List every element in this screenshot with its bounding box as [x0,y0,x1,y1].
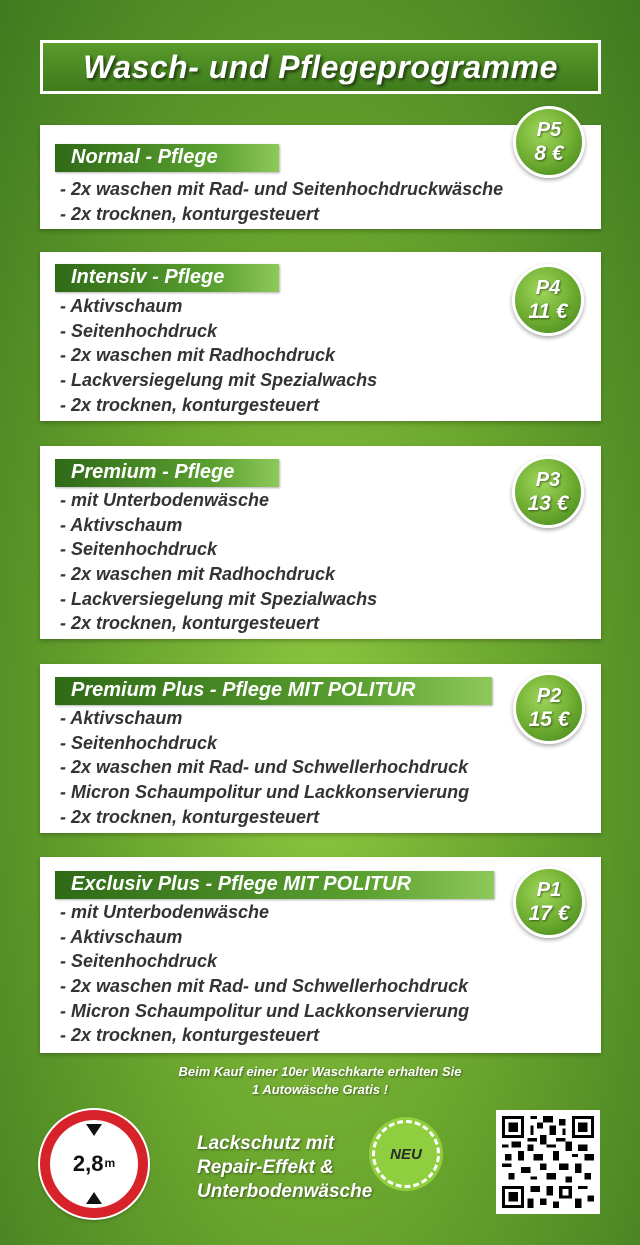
program-name: Intensiv - Pflege [55,264,279,292]
height-limit-unit: m [104,1156,116,1170]
feature-item: - mit Unterbodenwäsche [60,902,270,922]
price-badge-p1 [513,866,585,938]
program-features [60,706,469,829]
arrow-down-icon [86,1124,102,1136]
program-code: P5 [536,119,562,141]
price-badge-p5 [513,106,585,178]
promo-line: Repair-Effekt & [197,1157,334,1178]
feature-item: - Aktivschaum [60,708,183,728]
feature-item: - Seitenhochdruck [60,732,218,753]
notice-line: Beim Kauf einer 10er Waschkarte erhalten Sie [178,1064,462,1079]
program-features [60,488,377,636]
promo-line: Lackschutz mit [197,1133,335,1154]
feature-item: - Aktivschaum [60,926,183,947]
page-title: Wasch- und Pflegeprogramme [83,48,558,85]
price-badge-p4 [512,264,584,336]
program-name: Exclusiv Plus - Pflege MIT POLITUR [55,871,494,899]
program-code: P2 [536,685,562,707]
feature-item: - mit Unterbodenwäsche [60,490,270,510]
program-name: Normal - Pflege [55,144,279,172]
program-price: 13 € [527,492,569,515]
program-code: P3 [535,469,561,491]
qr-code-graphic [502,1116,594,1208]
program-code: P4 [535,277,561,299]
feature-item: - Micron Schaumpolitur und Lackkonservierung [60,1000,470,1021]
height-limit-value: 2,8 [72,1151,104,1176]
page-title-box [40,40,601,94]
program-features [60,294,377,417]
new-badge-label: NEU [390,1145,422,1163]
feature-item: - Lackversiegelung mit Spezialwachs [60,370,378,391]
feature-item: - 2x trocknen, konturgesteuert [60,613,320,634]
program-features [60,177,503,226]
program-price: 15 € [528,708,570,731]
wash-card-notice [100,1063,540,1099]
program-features [60,900,469,1048]
notice-line: 1 Autowäsche Gratis ! [251,1082,389,1097]
feature-item: - 2x waschen mit Rad- und Seitenhochdruckwäsche [60,179,504,199]
program-code: P1 [536,879,562,901]
feature-item: - Lackversiegelung mit Spezialwachs [60,588,378,609]
program-price: 8 € [534,142,564,165]
feature-item: - Seitenhochdruck [60,539,218,560]
height-limit-sign-icon [40,1110,148,1218]
feature-item: - 2x waschen mit Rad- und Schwellerhochdruck [60,757,469,778]
feature-item: - 2x waschen mit Radhochdruck [60,345,336,366]
feature-item: - Seitenhochdruck [60,320,218,341]
feature-item: - 2x trocknen, konturgesteuert [60,1025,320,1046]
promo-line: Unterbodenwäsche [197,1181,373,1202]
price-badge-p2 [513,672,585,744]
feature-item: - Aktivschaum [60,514,183,535]
program-price: 11 € [528,300,568,323]
qr-code-icon[interactable] [496,1110,600,1214]
feature-item: - Micron Schaumpolitur und Lackkonservierung [60,782,470,803]
feature-item: - 2x trocknen, konturgesteuert [60,806,320,827]
feature-item: - Aktivschaum [60,296,183,316]
promo-text [197,1132,372,1204]
feature-item: - 2x waschen mit Radhochdruck [60,564,336,585]
program-name: Premium Plus - Pflege MIT POLITUR [55,677,492,705]
arrow-up-icon [86,1192,102,1204]
price-badge-p3 [512,456,584,528]
program-price: 17 € [528,902,570,925]
program-name: Premium - Pflege [55,459,279,487]
new-badge [372,1120,440,1188]
feature-item: - 2x trocknen, konturgesteuert [60,203,320,224]
feature-item: - 2x waschen mit Rad- und Schwellerhochdruck [60,976,469,997]
feature-item: - 2x trocknen, konturgesteuert [60,394,320,415]
feature-item: - Seitenhochdruck [60,951,218,972]
